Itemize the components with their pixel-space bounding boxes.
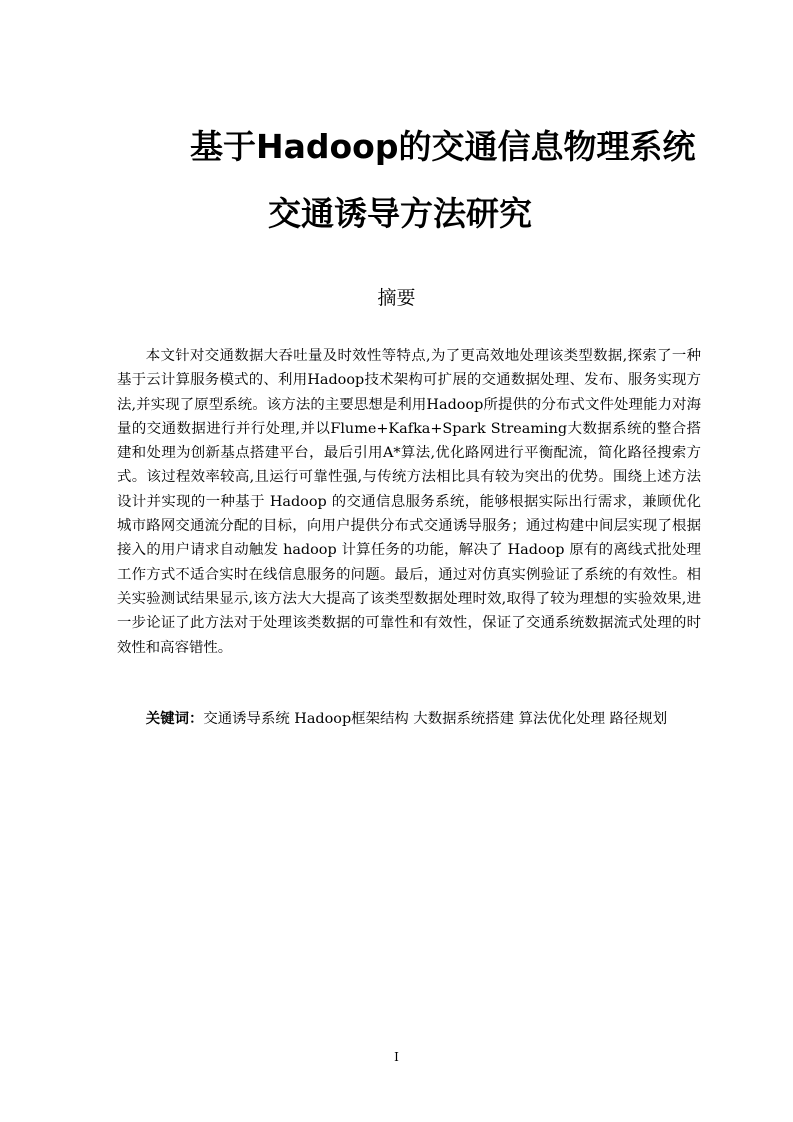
title-line-2: 交通诱导方法研究 [268,194,532,233]
keywords-text: 交通诱导系统 Hadoop框架结构 大数据系统搭建 算法优化处理 路径规划 [203,711,668,727]
abstract-body: 本文针对交通数据大吞吐量及时效性等特点,为了更高效地处理该类型数据,探索了一种基于云计算服务模式的、利用Hadoop技术架构可扩展的交通数据处理、发布、服务实现方法,并实现了原型系统。该方法的主要思想是利用Hadoop所提供的分布式文件处理能力对海量的交通数据进行并行处理,并以Flume+Kafka+Spark Streaming大数据系统的整合搭建和处理为创新基点搭建平台，最后引用A*算法,优化路网进行平衡配流，简化路径搜索方式。该过程效率较高,且运行可靠性强,与传统方法相比具有较为突出的优势。围绕上述方法设计并实现的一种基于 Hadoop 的交通信息服务系统，能够根据实际出行需求，兼顾优化城市路网交通流分配的目标，向用户提供分布式交通诱导服务；通过构建中间层实现了根据接入的用户请求自动触发 hadoop 计算任务的功能，解决了 Hadoop 原有的离线式批处理工作方式不适合实时在线信息服务的问题。最后，通过对仿真实例验证了系统的有效性。相关实验测试结果显示,该方法大大提高了该类型数据处理时效,取得了较为理想的实验效果,进一步论证了此方法对于处理该类数据的可靠性和有效性，保证了交通系统数据流式处理的时效性和高容错性。 [117,348,701,656]
keywords-paragraph [117,707,701,731]
keywords-label: 关键词： [145,710,204,727]
abstract-heading: 摘要 [377,287,416,309]
page-number: I [394,1050,399,1064]
title-line-1: 基于Hadoop的交通信息物理系统 [190,127,696,166]
